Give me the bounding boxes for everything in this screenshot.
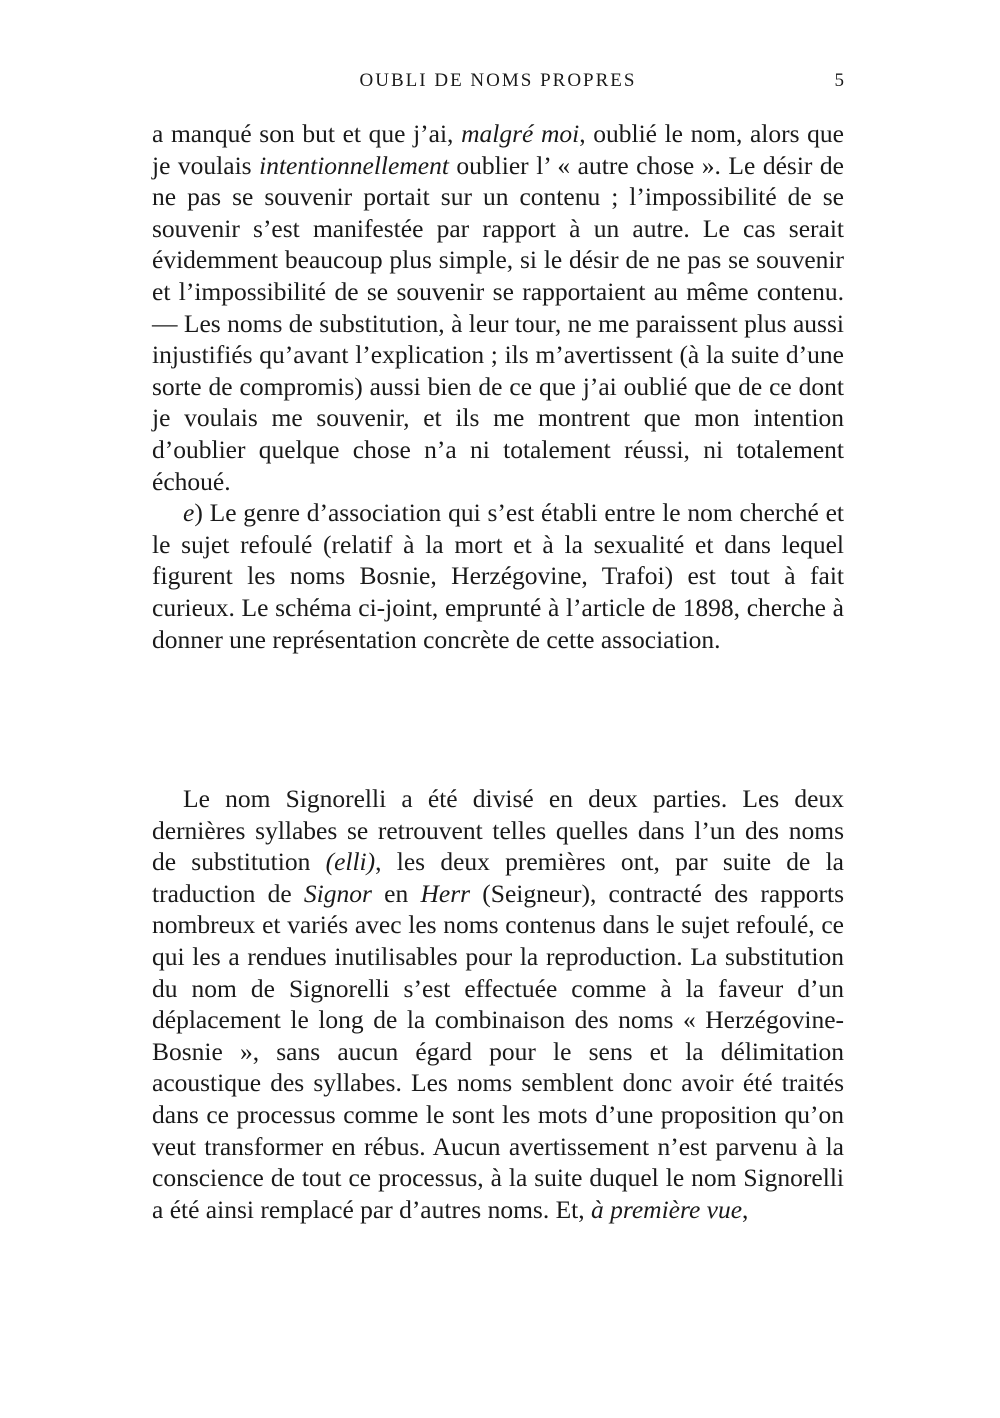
running-title: OUBLI DE NOMS PROPRES	[359, 70, 637, 91]
text-run: , oublié le nom, alors que je voulais	[152, 119, 845, 180]
text-run: , les deux premières ont, par suite de la traduction de	[152, 847, 845, 908]
text-block-lower	[152, 783, 844, 1225]
page-number: 5	[834, 70, 844, 91]
italic-run: malgré moi	[461, 119, 580, 148]
text-run: ,	[742, 1194, 749, 1224]
paragraph-signorelli	[152, 783, 844, 1225]
list-marker: e	[183, 498, 195, 528]
text-run: (Seigneur), contracté des rapports nombreux et variés avec les noms contenus dans le sujet refoulé, ce qui les a rendues inutilisables pour la reproduction. La substitution du nom de Signorelli s’est effectuée comme à la faveur d’un déplacement le long de la combinaison des noms « Herzégovine-Bosnie », sans aucun égard pour le sens et la délimitation acoustique des syllabes. Les noms semblent donc avoir été traités dans ce processus comme le sont les mots d’une proposition qu’on veut transformer en rébus. Aucun avertissement n’est parvenu à la conscience de tout ce processus, à la suite duquel le nom Signorelli a été ainsi remplacé par d’autres noms. Et,	[152, 878, 844, 1224]
italic-run: à première vue	[591, 1194, 743, 1224]
page-header	[152, 70, 844, 100]
italic-run: Signor	[303, 878, 372, 908]
text-run: Le nom Signorelli a été divisé en deux parties. Les deux dernières syllabes se retrouvent telles quelles dans l’un des noms de substitution	[152, 784, 844, 877]
text-run: en	[371, 878, 421, 908]
paragraph-continuation	[152, 118, 844, 497]
text-run: oublier l’ « autre chose ». Le désir de ne pas se souvenir portait sur un contenu ; l’impossibilité de se souvenir s’est manifestée par rapport à un autre. Le cas serait évidemment beaucoup plus simple, si le désir de ne pas se souvenir et l’impossibilité de se souvenir se rapportaient au même contenu. — Les noms de substitution, à leur tour, ne me paraissent plus aussi injustifiés qu’avant l’explication ; ils m’avertissent (à la suite d’une sorte de compromis) aussi bien de ce que j’ai oublié que de ce dont je voulais me souvenir, et ils me montrent que mon intention d’oublier quelque chose n’a ni totalement réussi, ni totalement échoué.	[152, 150, 844, 496]
text-run: a manqué son but et que j’ai,	[152, 119, 462, 148]
italic-run: (elli)	[325, 847, 376, 877]
italic-run: intentionnellement	[259, 150, 449, 180]
text-run: ) Le genre d’association qui s’est établi entre le nom cherché et le sujet refoulé (relatif à la mort et à la sexualité et dans lequel figurent les noms Bosnie, Herzégovine, Trafoi) est tout à fait curieux. Le schéma ci-joint, emprunté à l’article de 1898, cherche à donner une représentation concrète de cette association.	[152, 498, 844, 654]
paragraph-e	[152, 497, 844, 655]
text-block-upper	[152, 118, 844, 655]
italic-run: Herr	[420, 878, 471, 908]
